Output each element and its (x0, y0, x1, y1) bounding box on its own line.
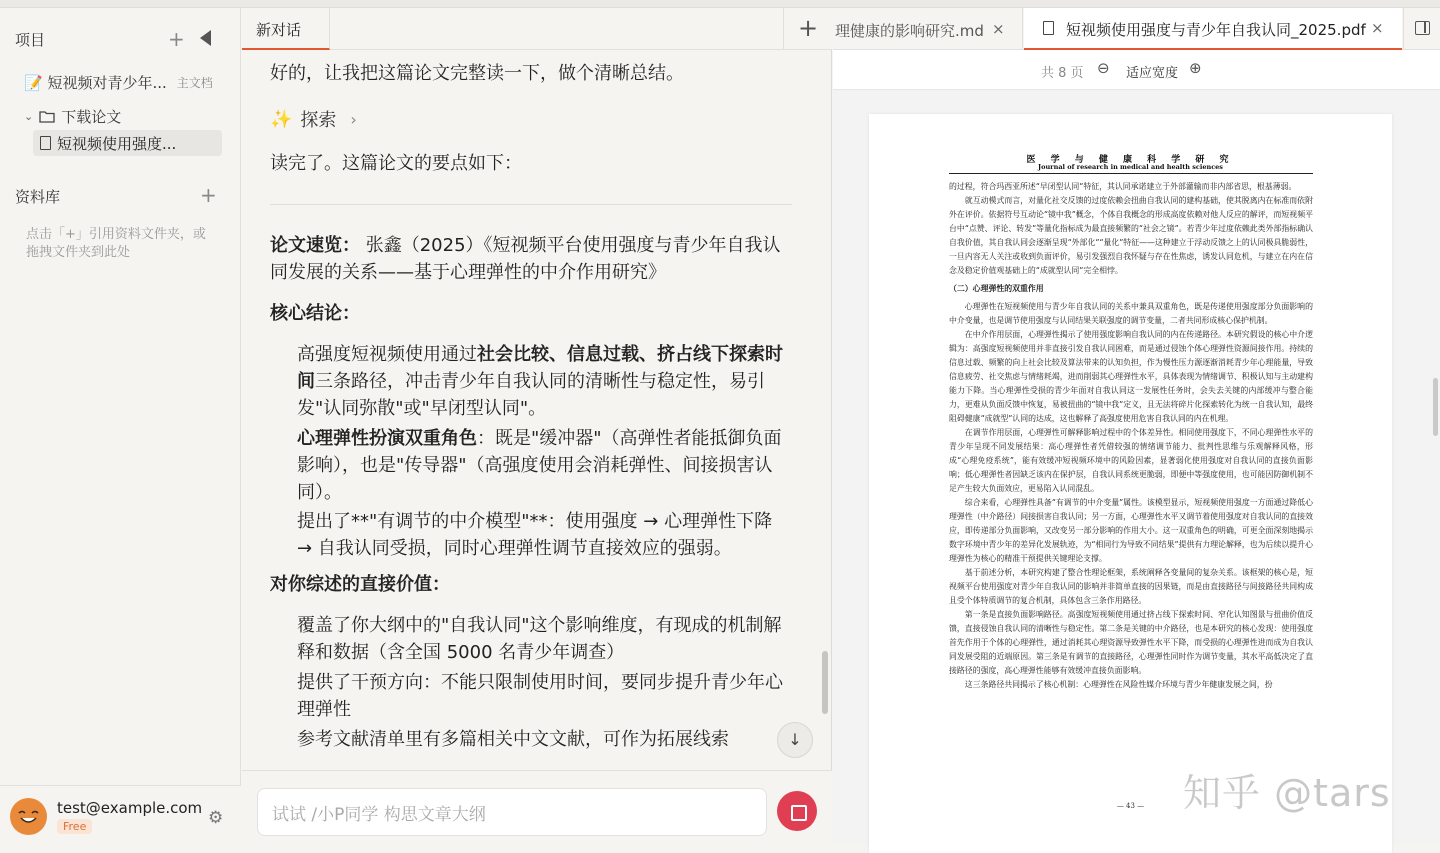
overview-text: 张鑫（2025）《短视频平台使用强度与青少年自我认同发展的关系——基于心理弹性的中介作用研究》 (270, 235, 781, 283)
value-point-3: 参考文献清单里有多篇相关中文文献，可作为拓展线索 (297, 729, 729, 750)
overview-paragraph (270, 232, 790, 286)
plan-badge: Free (57, 819, 92, 834)
explore-label: 探索 (300, 110, 337, 131)
core-2-bold: 心理弹性扮演双重角色 (297, 428, 477, 449)
page-count: 共 8 页 (1041, 66, 1084, 81)
page-paragraph: 在调节作用层面，心理弹性可解释影响过程中的个体差异性。相同使用强度下，不同心理弹性水平的青少年呈现不同发展结果：高心理弹性者凭借较强的情绪调节能力、批判性思维与乐观解释风格，形成“心理免疫系统”，能有效缓冲短视频环境中的风险因素，显著弱化使用强度对自我认同的直接负面影响；低心理弹性者因缺乏该内在保护层，自我认同系统更脆弱，即便中等强度使用，也可能因防御机制不足产生较大负面效应，更易陷入认同混乱。 (949, 428, 1313, 493)
core-1-bold: 社会比较、信息过载、挤占线下探索时间 (297, 344, 783, 392)
journal-title-cn: 医 学 与 健 康 科 学 研 究 (1026, 155, 1235, 165)
fit-width-button[interactable]: 适应宽度 (1126, 66, 1179, 81)
core-heading: 核心结论： (270, 303, 360, 324)
project-item[interactable] (24, 70, 224, 94)
folder-label: 下载论文 (61, 108, 122, 126)
page-paragraph: 这三条路径共同揭示了核心机制：心理弹性在风险性媒介环境与青少年健康发展之间，扮 (964, 680, 1273, 689)
composer (242, 770, 832, 845)
chat-input[interactable]: 试试 /小P同学 构思文章大纲 (257, 788, 767, 836)
window-top-edge (0, 0, 1440, 8)
core-1-post: 三条路径，冲击青少年自我认同的清晰性与稳定性，易引发"认同弥散"或"早闭型认同"。 (297, 371, 765, 419)
sparkle-icon: ✨ (270, 108, 293, 130)
tab-pdf-label: 短视频使用强度与青少年自我认同_2025.pdf (1066, 21, 1366, 39)
sidebar-item-pdf-doc[interactable] (33, 130, 222, 156)
page-paragraph: 就互动模式而言，对量化社交反馈的过度依赖会扭曲自我认同的建构基础，使其脱离内在标准而依附外在评价。依据符号互动论“镜中我”概念，个体自我概念的形成高度依赖对他人反应的解评，而短视频平台中“点赞、评论、转发”等量化指标成为最直接频繁的“社会之镜”。若青少年过度依赖此类外部指标确认自我价值，其自我认同会逐渐呈现“外部化”“量化”特征——这种建立于浮动反馈之上的认同极具脆弱性，一旦内容无人关注或收到负面评价，易引发强烈自我怀疑与存在性焦虑，诱发认同危机，与建立在内在信念及稳定价值观基础上的“成就型认同”完全相悖。 (949, 196, 1313, 275)
pdf-scrollbar[interactable] (1433, 378, 1438, 436)
document-icon (40, 136, 51, 150)
page-paragraph: 基于前述分析，本研究构建了整合性理论框架，系统阐释各变量间的复杂关系。该框架的核心是，短视频平台使用强度对青少年自我认同的影响并非简单直接的因果链，而是由直接路径与间接路径共同构成且受个体特质调节的复合机制，具体包含三条作用路径。 (949, 568, 1313, 605)
project-item-label: 📝 短视频对青少年... (24, 73, 167, 92)
chat-tabbar (242, 8, 832, 50)
page-paragraph: 在中介作用层面，心理弹性揭示了使用强度影响自我认同的内在传递路径。本研究假设的核心中介逻辑为：高强度短视频使用并非直接引发自我认同困难，而是通过侵蚀个体心理弹性资源间接作用。持续的信息过载、频繁的向上社会比较及算法带来的认知负担，作为慢性压力源逐渐消耗青少年心理能量，导致信息疲劳、社交焦虑与情绪耗竭，进而削弱其心理弹性水平，具体表现为情绪调节、积极认知与主动建构能力下降。当心理弹性受损的青少年面对自我认同这一发展性任务时，会失去关键的内部缓冲与整合能力，更难从负面反馈中恢复，易被扭曲的“镜中我”定义，且无法将碎片化探索转化为统一自我认知，最终阻碍健康“成就型”认同的达成，这也解释了高强度使用危害自我认同的内在机理。 (949, 330, 1313, 423)
watermark: 知乎 @tars (1183, 771, 1391, 815)
core-2-post: ：既是"缓冲器"（高弹性者能抵御负面影响），也是"传导器"（高强度使用会消耗弹性、间接损害认同）。 (297, 428, 782, 503)
document-tabbar (833, 8, 1440, 50)
add-project-plus-icon[interactable]: + (168, 27, 185, 51)
assistant-intro: 好的，让我把这篇论文完整读一下，做个清晰总结。 (270, 63, 684, 84)
core-1-pre: 高强度短视频使用通过 (297, 344, 477, 365)
library-heading: 资料库 (15, 188, 61, 206)
sidebar (0, 8, 241, 845)
collapse-sidebar-icon[interactable] (200, 30, 211, 46)
assistant-done: 读完了。这篇论文的要点如下： (270, 153, 522, 174)
section-heading: （二）心理弹性的双重作用 (949, 284, 1044, 293)
pdf-viewer (833, 8, 1440, 845)
panel-toggle-icon[interactable] (1403, 8, 1440, 50)
pdf-page (869, 114, 1392, 853)
gear-icon[interactable]: ⚙ (208, 808, 224, 828)
journal-title-en: Journal of research in medical and health sciences (1038, 163, 1223, 171)
folder-icon (39, 110, 55, 123)
tab-pdf-file[interactable] (1024, 8, 1402, 50)
page-paragraph: 心理弹性在短视频使用与青少年自我认同的关系中兼具双重角色，既是传递使用强度部分负面影响的中介变量，也是调节使用强度与认同结果关联强度的调节变量，二者共同形成核心保护机制。 (949, 302, 1313, 325)
document-icon (1043, 21, 1054, 35)
explore-toggle[interactable] (270, 106, 357, 132)
new-tab-plus-icon[interactable]: + (783, 8, 832, 50)
zoom-in-icon[interactable]: ⊕ (1189, 59, 1202, 77)
core-point-1 (270, 341, 790, 422)
tab-new-chat[interactable]: 新对话 (242, 8, 330, 50)
avatar[interactable] (10, 798, 47, 835)
zoom-out-icon[interactable]: ⊖ (1097, 59, 1110, 77)
chat-panel (242, 8, 832, 845)
header-rule (949, 173, 1313, 174)
folder-downloaded-papers[interactable] (24, 106, 121, 127)
message-divider (270, 204, 792, 205)
value-heading: 对你综述的直接价值： (270, 574, 450, 595)
chevron-right-icon: › (350, 109, 357, 129)
close-icon[interactable]: × (992, 20, 1005, 38)
tab-md-label: 理健康的影响研究.md (835, 22, 984, 40)
chevron-down-icon: ⌄ (24, 110, 34, 123)
page-paragraph: 的过程，符合玛西亚所述“早闭型认同”特征，其认同承诺建立于外部灌输而非内部省思，根基薄弱。 (949, 182, 1297, 191)
main-doc-tag: 主文档 (176, 75, 213, 90)
pdf-toolbar (833, 50, 1440, 90)
library-hint: 点击「+」引用资料文件夹，或拖拽文件夹到此处 (26, 227, 206, 260)
chat-scrollbar[interactable] (822, 651, 828, 714)
tab-md-file[interactable] (833, 8, 1023, 50)
value-point-2: 提供了干预方向：不能只限制使用时间，要同步提升青少年心理弹性 (297, 672, 783, 720)
stop-button[interactable] (777, 791, 817, 831)
user-panel (0, 785, 241, 845)
value-point-1: 覆盖了你大纲中的"自我认同"这个影响维度，有现成的机制解释和数据（含全国 5000 名青少年调查） (297, 615, 782, 663)
close-icon[interactable]: × (1371, 19, 1384, 37)
scroll-down-arrow-icon[interactable]: ↓ (777, 722, 813, 758)
core-point-3: 提出了**"有调节的中介模型"**：使用强度 → 心理弹性下降 → 自我认同受损，同时心理弹性调节直接效应的强弱。 (297, 511, 773, 559)
core-point-2 (270, 425, 790, 506)
overview-label: 论文速览： (270, 235, 360, 256)
doc-item-label: 短视频使用强度... (57, 134, 177, 153)
page-paragraph: 第一条是直接负面影响路径。高强度短视频使用通过挤占线下探索时间、窄化认知图景与扭曲价值反馈，直接侵蚀自我认同的清晰性与稳定性。第二条是关键的中介路径，也是本研究的核心发现：使用强度首先作用于个体的心理弹性，通过消耗其心理资源导致弹性水平下降，而受损的心理弹性进而成为自我认同发展受阻的近端原因。第三条是有调节的直接路径，心理弹性同时作为调节变量，其水平高低决定了直接路径的强度，高心理弹性能够有效缓冲直接负面影响。 (949, 610, 1313, 675)
user-email: test@example.com (57, 799, 203, 817)
page-number: — 43 — (1116, 802, 1145, 810)
page-paragraph: 综合来看，心理弹性具备“有调节的中介变量”属性。该模型显示，短视频使用强度一方面通过降低心理弹性（中介路径）间接损害自我认同；另一方面，心理弹性水平又调节着使用强度对自我认同的直接效应，即传递部分负面影响，又改变另一部分影响的作用大小。这一双重角色的明确，可更全面深刻地揭示数字环境中青少年的差异化发展轨迹，为“相同行为导致不同结果”提供有力理论解释，也为后续以提升心理弹性为核心的精准干预提供关键理论支撑。 (949, 498, 1313, 563)
add-library-plus-icon[interactable]: + (200, 183, 217, 207)
page-body (949, 180, 1313, 812)
projects-heading: 项目 (15, 31, 46, 49)
